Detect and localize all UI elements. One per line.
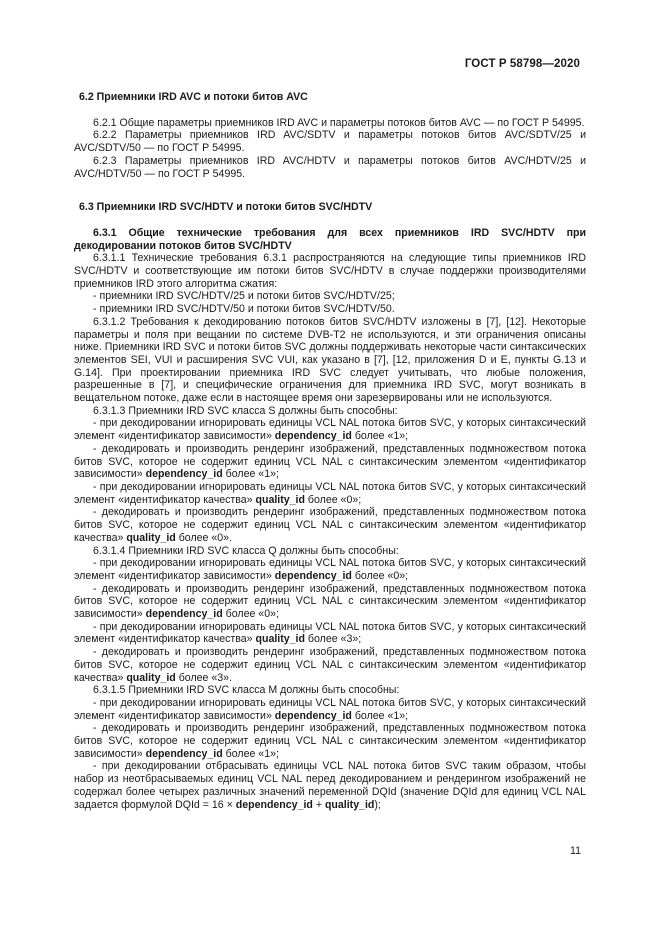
page-number: 11 [570,845,581,857]
paragraph-6-3-1-1: 6.3.1.1 Технические требования 6.3.1 распространяются на следующие типы приемников IRD SVC/HDTV и соответствующие им потоки битов SVC/HDTV в случае поддержки производителями приемников IRD этого алгоритма сжатия: [74,252,586,290]
list-item: - декодировать и производить рендеринг изображений, представленных подмножеством потока битов SVC, которое не содержит единиц VCL NAL с синтаксическим элементом «идентификатор зависимости» dependency_id более «1»; [74,442,586,481]
paragraph-6-3-1-4: 6.3.1.4 Приемники IRD SVC класса Q должны быть способны: [93,544,399,557]
list-item: - декодировать и производить рендеринг изображений, представленных подмножеством потока битов SVC, которое не содержит единиц VCL NAL с синтаксическим элементом «идентификатор зависимости» dependency_id более «1»; [74,722,586,760]
list-item: - при декодировании игнорировать единицы VCL NAL потока битов SVC, у которых синтаксический элемент «идентификатор качества» quality_id более «3»; [74,620,586,646]
list-item: - приемники IRD SVC/HDTV/50 и потоки битов SVC/HDTV/50. [93,303,395,316]
list-item: - при декодировании игнорировать единицы VCL NAL потока битов SVC, у которых синтаксический элемент «идентификатор зависимости» dependency_id более «0»; [74,557,586,582]
paragraph-6-3-1-2: 6.3.1.2 Требования к декодированию потоков битов SVC/HDTV изложены в [7], [12]. Некоторые параметры и поля при вещании по системе DVB-T2 не используются, и эти ограничения описаны ниже. Приемники IRD SVC и потоки битов SVC должны поддерживать некоторые части синтаксических элементов SEI, VUI и расширения SVC VUI, как указано в [7], [12, приложения D и E, пункты G.13 и G.14]. При проектировании приемника IRD SVC следует учитывать, что любые положения, разрешенные в [7], и специфические ограничения для приемника IRD SVC, могут возникать в вещательном потоке, даже если в настоящее время они зарезервированы или не используются. [74,315,586,405]
paragraph-6-2-2: 6.2.2 Параметры приемников IRD AVC/SDTV и параметры потоков битов AVC/SDTV/25 и AVC/SDTV/50 — по ГОСТ Р 54995. [74,129,586,155]
list-item: - декодировать и производить рендеринг изображений, представленных подмножеством потока битов SVC, которое не содержит единиц VCL NAL с синтаксическим элементом «идентификатор качества» quality_id более «3». [74,646,586,684]
paragraph-6-2-1: 6.2.1 Общие параметры приемников IRD AVC и параметры потоков битов AVC — по ГОСТ Р 54995. [93,116,585,129]
paragraph-6-3-1-5: 6.3.1.5 Приемники IRD SVC класса M должны быть способны: [93,684,400,697]
list-item: - при декодировании игнорировать единицы VCL NAL потока битов SVC, у которых синтаксический элемент «идентификатор зависимости» dependency_id более «1»; [74,696,586,722]
list-item: - при декодировании игнорировать единицы VCL NAL потока битов SVC, у которых синтаксический элемент «идентификатор качества» quality_id более «0»; [74,480,586,506]
page-content [74,91,586,811]
paragraph-6-3-1-3: 6.3.1.3 Приемники IRD SVC класса S должны быть способны: [93,404,398,417]
paragraph-6-2-3: 6.2.3 Параметры приемников IRD AVC/HDTV и параметры потоков битов AVC/HDTV/25 и AVC/HDTV/50 — по ГОСТ Р 54995. [74,154,586,180]
section-heading-6-3: 6.3 Приемники IRD SVC/HDTV и потоки битов SVC/HDTV [79,201,373,214]
list-item: - декодировать и производить рендеринг изображений, представленных подмножеством потока битов SVC, которое не содержит единиц VCL NAL с синтаксическим элементом «идентификатор качества» quality_id более «0». [74,506,586,544]
list-item: - при декодировании игнорировать единицы VCL NAL потока битов SVC, у которых синтаксический элемент «идентификатор зависимости» dependency_id более «1»; [74,417,586,443]
list-item: - при декодировании отбрасывать единицы VCL NAL потока битов SVC таким образом, чтобы набор из неотбрасываемых единиц VCL NAL перед декодированием и рендерингом изображений не содержал более четырех различных значений переменной DQId (значение DQId для единиц VCL NAL задается формулой DQId = 16 × dependency_id + quality_id); [74,760,586,811]
list-item: - декодировать и производить рендеринг изображений, представленных подмножеством потока битов SVC, которое не содержит единиц VCL NAL с синтаксическим элементом «идентификатор зависимости» dependency_id более «0»; [74,582,586,621]
section-heading-6-2: 6.2 Приемники IRD AVC и потоки битов AVC [79,91,308,103]
list-item: - приемники IRD SVC/HDTV/25 и потоки битов SVC/HDTV/25; [93,290,395,303]
subsection-heading-6-3-1: 6.3.1 Общие технические требования для всех приемников IRD SVC/HDTV при декодировании потоков битов SVC/HDTV [74,226,586,252]
standard-number: ГОСТ Р 58798—2020 [464,58,580,70]
